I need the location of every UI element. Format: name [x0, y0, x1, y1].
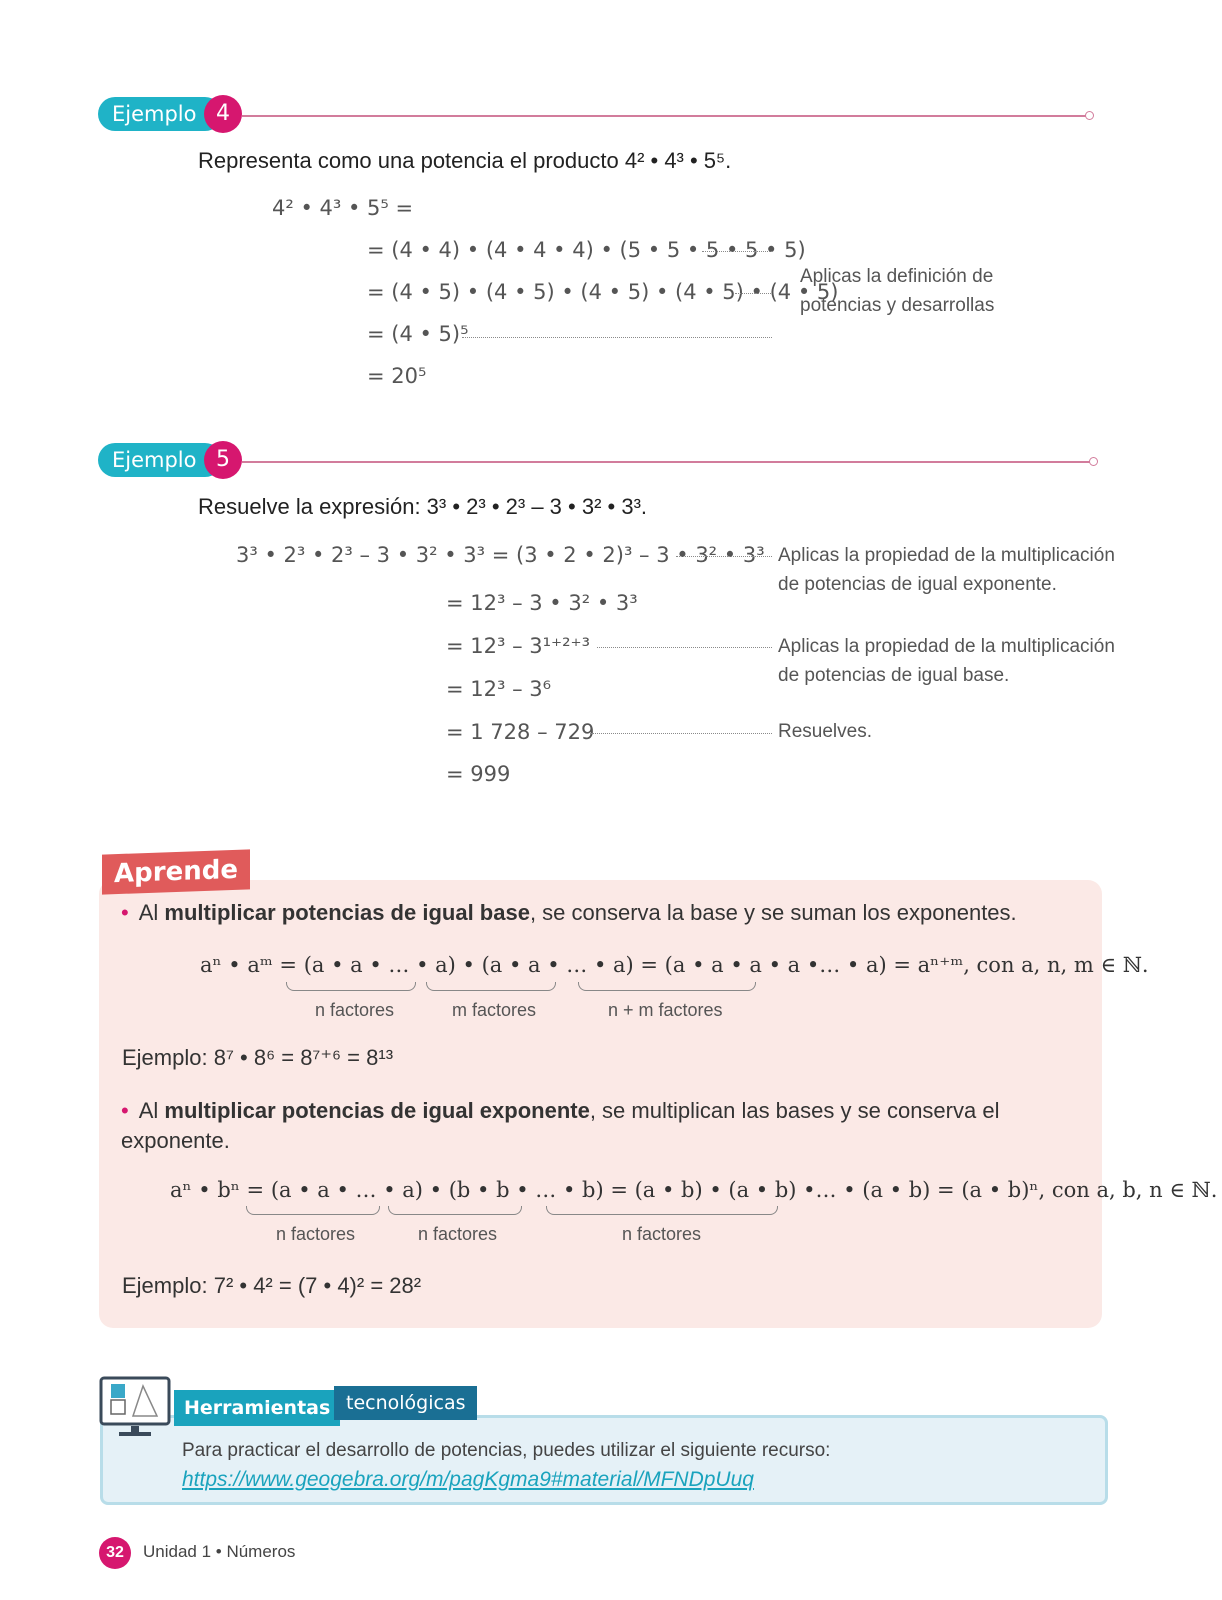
aprende-example-2: Ejemplo: 7² • 4² = (7 • 4)² = 28² [122, 1273, 422, 1298]
example4-step-1: = (4 • 4) • (4 • 4 • 4) • (5 • 5 • 5 • 5 • 5) [367, 238, 806, 262]
bullet-2-pre: Al [138, 1098, 165, 1123]
dotted-leader [735, 293, 771, 294]
brace-n-factores [286, 982, 416, 991]
dotted-leader [462, 337, 772, 338]
example5-step-1: = 12³ – 3 • 3² • 3³ [446, 591, 638, 615]
example4-step-0: 4² • 4³ • 5⁵ = [272, 196, 414, 220]
example4-step-4: = 20⁵ [367, 364, 427, 388]
example4-rule [242, 115, 1087, 117]
dotted-leader [590, 733, 772, 734]
example5-statement: Resuelve la expresión: 3³ • 2³ • 2³ – 3 • 3² • 3³. [198, 494, 648, 519]
example5-step-0: 3³ • 2³ • 2³ – 3 • 3² • 3³ = (3 • 2 • 2)³ – 3 • 3² • 3³ [236, 543, 765, 567]
tools-description: Para practicar el desarrollo de potencias, puedes utilizar el siguiente recurso: [182, 1440, 831, 1461]
example5-step-4: = 1 728 – 729 [446, 720, 595, 744]
example5-number: 5 [204, 441, 242, 479]
label-n-factores-b: n factores [418, 1224, 498, 1244]
brace-m-factores [426, 982, 556, 991]
tools-title-1: Herramientas [174, 1390, 340, 1426]
example5-step-5: = 999 [446, 762, 511, 786]
brace-n-factores-b [388, 1206, 522, 1215]
brace-n-factores-a [246, 1206, 380, 1215]
label-n-plus-m-factores: n + m factores [608, 1000, 723, 1020]
formula-same-exponent: aⁿ • bⁿ = (a • a • … • a) • (b • b • … • b) = (a • b) • (a • b) •… • (a • b) = (a • b)ⁿ, con a, b, n ∈ ℕ. [170, 1178, 1218, 1202]
brace-n-factores-ab [546, 1206, 778, 1215]
example5-label: Ejemplo [98, 443, 222, 477]
bullet-1-post: , se conserva la base y se suman los exponentes. [529, 900, 1017, 925]
brace-n-plus-m-factores [578, 982, 756, 991]
page-number: 32 [99, 1537, 131, 1569]
label-n-factores: n factores [315, 1000, 395, 1020]
example4-statement: Representa como una potencia el producto 4² • 4³ • 5⁵. [198, 148, 732, 173]
bullet-1-pre: Al [138, 900, 165, 925]
example5-rule [242, 461, 1091, 463]
formula-same-base: aⁿ • aᵐ = (a • a • … • a) • (a • a • … • a) = (a • a • a • a •… • a) = aⁿ⁺ᵐ, con a, n, m ∈ ℕ. [200, 953, 1149, 977]
dotted-leader [597, 647, 772, 648]
example5-note-2: Aplicas la propiedad de la multiplicación de potencias de igual base. [778, 636, 1115, 686]
example5-rule-end [1089, 457, 1098, 466]
example4-step-3: = (4 • 5)⁵ [367, 322, 469, 346]
label-n-factores-ab: n factores [622, 1224, 702, 1244]
aprende-bullet-2 [121, 1096, 1001, 1156]
bullet-1-bold: multiplicar potencias de igual base [164, 900, 530, 925]
geogebra-link[interactable]: https://www.geogebra.org/m/pagKgma9#material/MFNDpUuq [182, 1468, 754, 1491]
label-n-factores-a: n factores [276, 1224, 356, 1244]
dotted-leader [702, 251, 772, 252]
label-m-factores: m factores [452, 1000, 537, 1020]
bullet-icon: • [121, 1098, 129, 1123]
aprende-example-1: Ejemplo: 8⁷ • 8⁶ = 8⁷⁺⁶ = 8¹³ [122, 1045, 394, 1070]
example4-step-2: = (4 • 5) • (4 • 5) • (4 • 5) • (4 • 5) • (4 • 5) [367, 280, 839, 304]
example5-note-1: Aplicas la propiedad de la multiplicación de potencias de igual exponente. [778, 545, 1115, 595]
example4-note: Aplicas la definición de potencias y desarrollas [800, 266, 995, 316]
dotted-leader [676, 556, 772, 557]
footer-unit: Unidad 1 • Números [143, 1542, 296, 1561]
aprende-tab: Aprende [102, 849, 250, 894]
aprende-bullet-1 [121, 898, 1081, 928]
bullet-2-bold: multiplicar potencias de igual exponente [164, 1098, 590, 1123]
example5-step-3: = 12³ – 3⁶ [446, 677, 552, 701]
example4-label: Ejemplo [98, 97, 222, 131]
bullet-2-post: , se multiplican las bases y se conserva el exponente. [121, 1098, 1000, 1153]
example4-rule-end [1085, 111, 1094, 120]
example5-step-2: = 12³ – 3¹⁺²⁺³ [446, 634, 591, 658]
monitor-icon [99, 1376, 171, 1434]
example4-number: 4 [204, 95, 242, 133]
tools-title-2: tecnológicas [334, 1386, 477, 1420]
example5-note-3: Resuelves. [778, 721, 872, 742]
bullet-icon: • [121, 900, 129, 925]
